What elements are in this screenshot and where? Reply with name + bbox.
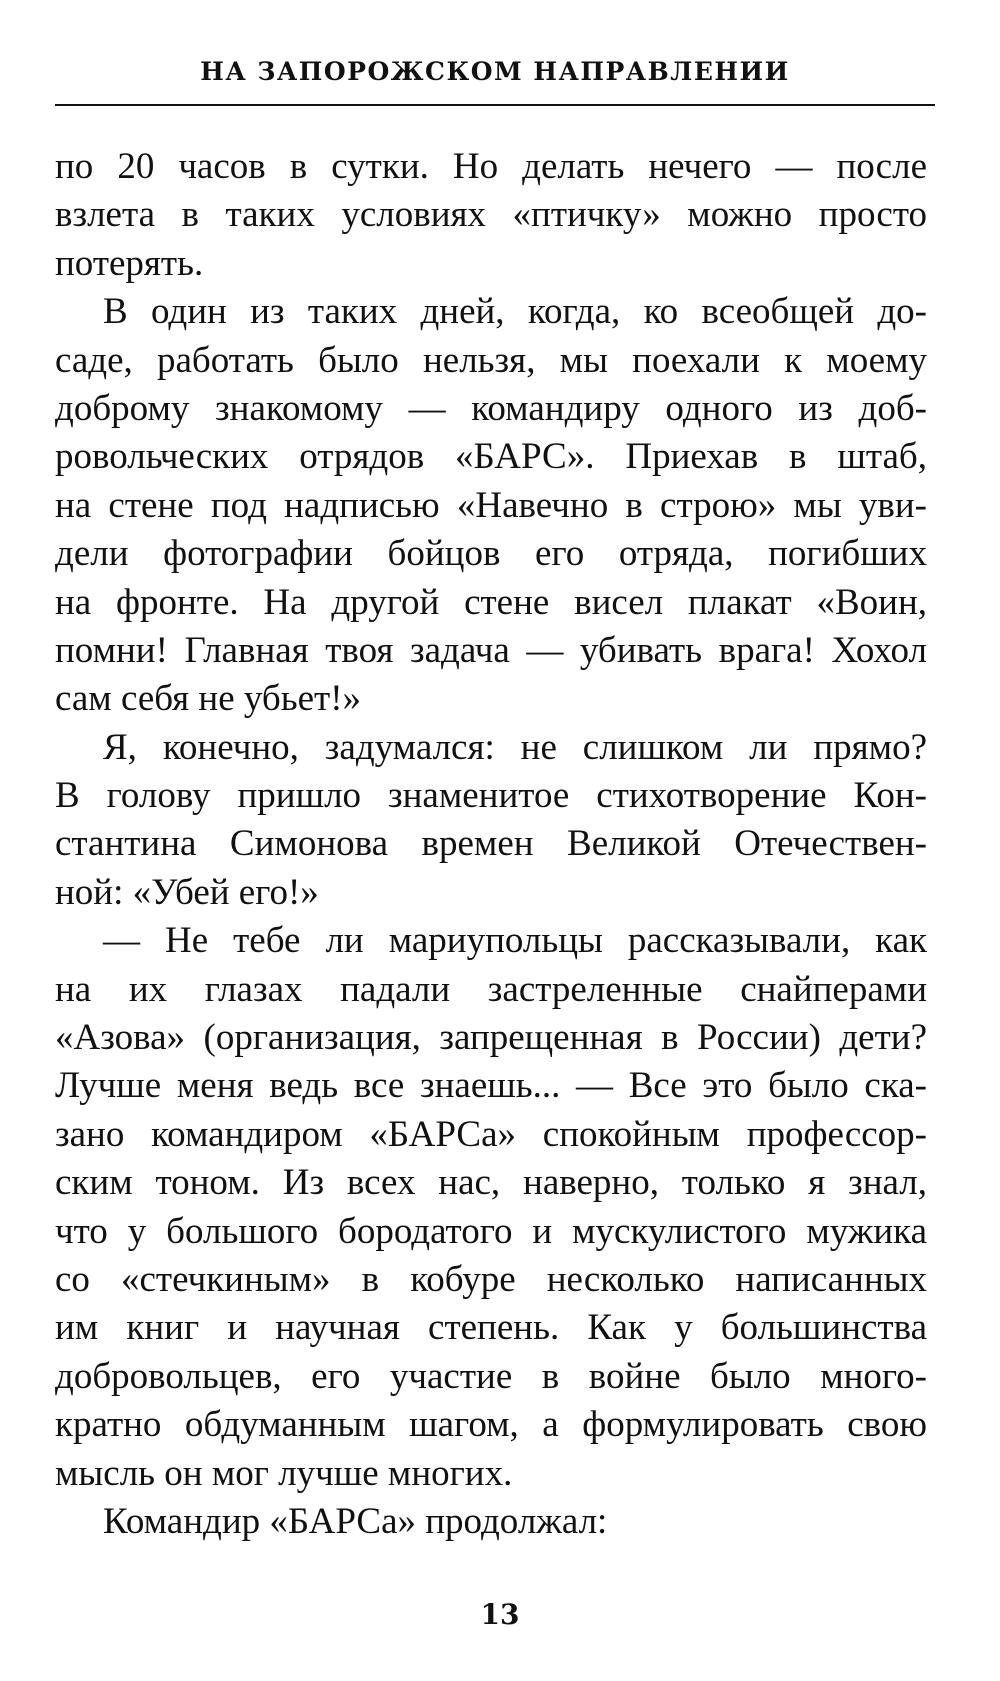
body-text	[55, 143, 927, 1546]
text-line: дели фотографии бойцов его отряда, погибших	[55, 533, 927, 575]
text-line: Командир «БАРСа» продолжал:	[103, 1500, 608, 1542]
text-line: потерять.	[55, 242, 204, 284]
text-line: добровольцев, его участие в войне было много-	[55, 1355, 927, 1397]
text-line: «Азова» (организация, запрещенная в России) дети?	[55, 1017, 927, 1059]
text-line: — Не тебе ли мариупольцы рассказывали, как	[103, 920, 927, 962]
text-line: В один из таких дней, когда, ко всеобщей до-	[103, 291, 927, 333]
text-line: по 20 часов в сутки. Но делать нечего — после	[55, 146, 927, 187]
text-line: взлета в таких условиях «птичку» можно просто	[55, 194, 927, 236]
running-head: НА ЗАПОРОЖСКОМ НАПРАВЛЕНИИ	[200, 57, 790, 86]
text-line: Я, конечно, задумался: не слишком ли прямо?	[103, 726, 927, 768]
page-number: 13	[480, 1598, 520, 1631]
text-line: В голову пришло знаменитое стихотворение Кон-	[55, 775, 927, 817]
text-line: со «стечкиным» в кобуре несколько написанных	[55, 1258, 927, 1300]
text-line: на их глазах падали застреленные снайперами	[55, 968, 927, 1010]
text-line: на фронте. На другой стене висел плакат «Воин,	[55, 581, 927, 623]
text-line: кратно обдуманным шагом, а формулировать свою	[55, 1404, 927, 1446]
text-line: ной: «Убей его!»	[55, 871, 319, 913]
text-line: сам себя не убьет!»	[55, 678, 362, 720]
text-line: им книг и научная степень. Как у большинства	[55, 1307, 927, 1349]
text-line: мысль он мог лучше многих.	[55, 1452, 513, 1494]
text-line: саде, работать было нельзя, мы поехали к моему	[55, 339, 927, 381]
text-line: на стене под надписью «Навечно в строю» мы уви-	[55, 484, 927, 526]
text-line: что у большого бородатого и мускулистого мужика	[55, 1210, 927, 1252]
text-line: помни! Главная твоя задача — убивать врага! Хохол	[55, 629, 927, 671]
text-line: зано командиром «БАРСа» спокойным профессор-	[55, 1113, 927, 1155]
text-line: ровольческих отрядов «БАРС». Приехав в штаб,	[55, 436, 927, 478]
header-rule	[55, 104, 935, 106]
text-line: доброму знакомому — командиру одного из доб-	[55, 387, 927, 429]
text-line: Лучше меня ведь все знаешь... — Все это было ска-	[55, 1065, 927, 1107]
text-line: стантина Симонова времен Великой Отечествен-	[55, 823, 927, 865]
text-line: ским тоном. Из всех нас, наверно, только я знал,	[55, 1162, 927, 1204]
